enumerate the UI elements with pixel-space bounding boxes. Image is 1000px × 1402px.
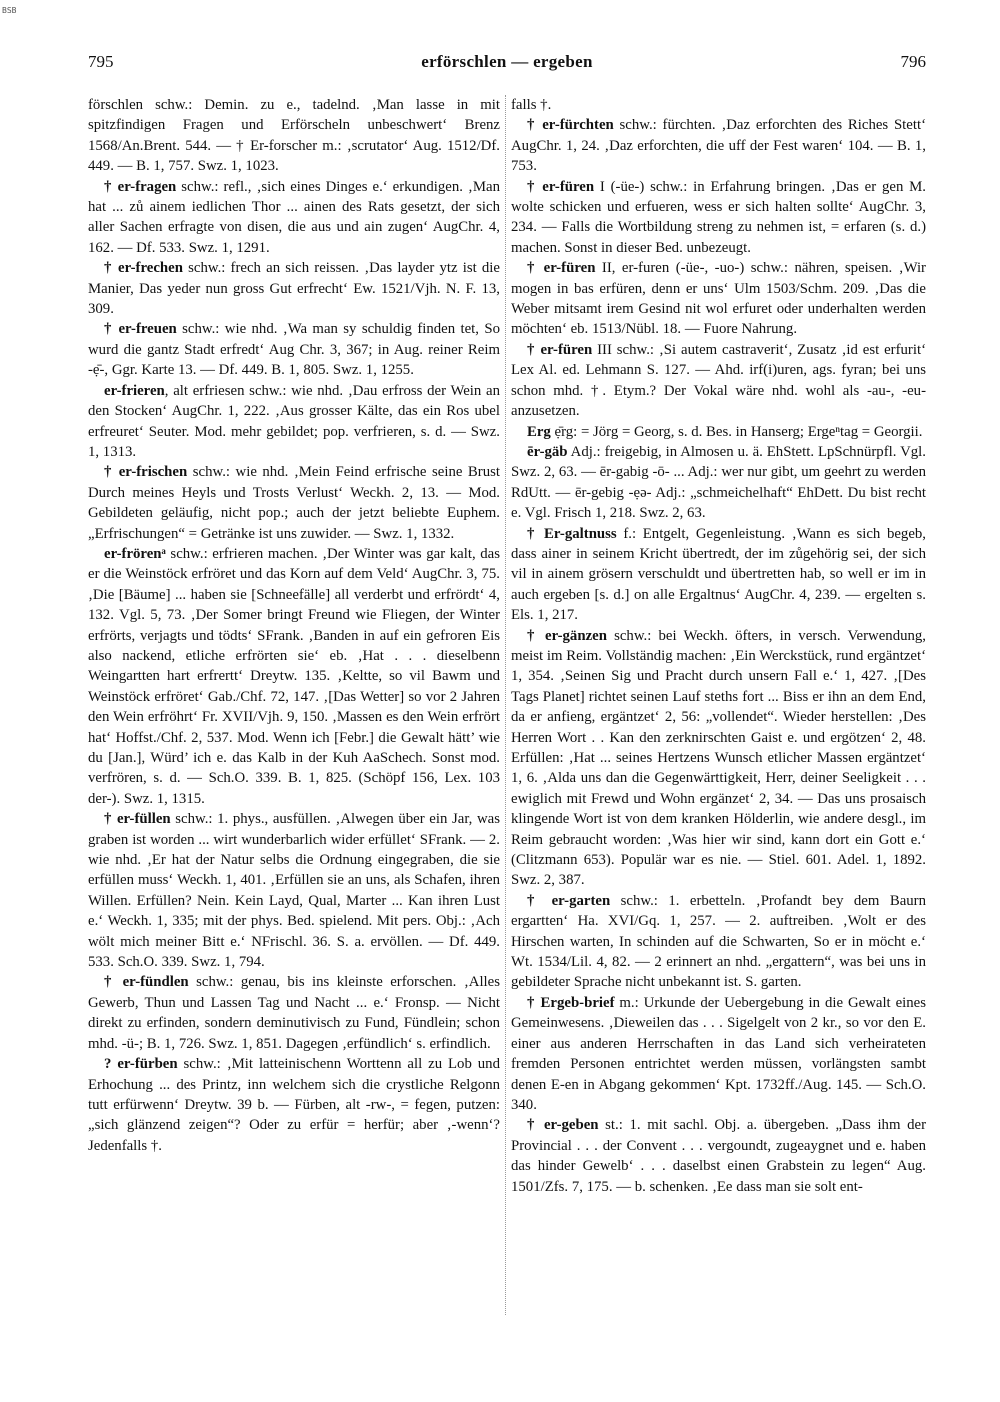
entry-headword: † er-füllen [104, 811, 171, 828]
entry-text: schw.: genau, bis ins kleinste erforschen. ‚Alles Gewerb, Thun und Lassen Tag und Nacht ... e.‘ Fronsp. — Nicht direkt zu erfinden, sondern deminutivisch zu Fund, Fündlein; schon mhd. -ü-; B. 1, 726. Swz. 1, 851. Dagegen ‚erfündlich‘ s. erfindlich. [88, 974, 500, 1052]
entry-text: schw.: ‚Mit latteinischenn Worttenn all zu Lob und Erhochung ... des Printz, inn welchem sich die crystliche Relgonn tutt erfürwenn‘ Dreytw. 39 b. — Fürben, alt -rw-, = fegen, putzen: „sich glänzend zeigen“? Oder zu erfür = herfür; aber ‚-wenn‘? Jedenfalls †. [88, 1056, 500, 1154]
dictionary-entry [88, 809, 500, 972]
entry-text: schw.: refl., ‚sich eines Dinges e.‘ erkundigen. ‚Man hat ... zů ainem iedlichen Thor ... ainen des Rats gesetzt, der sich aller Sachen erfragte von disen, die aus und ain zugen‘ AugChr. 4, 162. — Df. 533. Swz. 1, 1291. [88, 178, 500, 256]
entry-text: schw.: fürchten. ‚Daz erforchten des Riches Stett‘ AugChr. 1, 24. ‚Daz erforchten, die uff der Fest waren‘ 104. — B. 1, 753. [511, 117, 926, 175]
entry-headword: † er-fürchten [527, 117, 614, 134]
entry-text: st.: 1. mit sachl. Obj. a. übergeben. „Dass ihm der Provincial . . . der Convent . . . vergoundt, zugeaygnet und e. haben das hinder Gewelb‘ . . . daselbst einen Grabstein zu legen“ Aug. 1501/Zfs. 7, 175. — b. schenken. ‚Ee dass man sie solt ent- [511, 1117, 926, 1195]
entry-headword: † Er-galtnuss [527, 525, 617, 542]
dictionary-entry [88, 319, 500, 380]
right-column [511, 95, 926, 1395]
entry-headword: † er-geben [527, 1117, 599, 1134]
page-number-right: 796 [900, 52, 926, 71]
entry-text: schw.: erfrieren machen. ‚Der Winter was gar kalt, das er die Weinstöck erfröret und das Korn auf dem Veld‘ AugChr. 3, 75. ‚Die [Bäume] ... haben sie [Schneefälle] all verderbt und erfrördt‘ 4, 132. Vgl. 5, 73. ‚Der Somer bringt Freund wie Fliegen, der Winter erfrörts, verjagts und tödts‘ SFrank. ‚Banden in auf ein gefroren Eis also nackend, etliche erfrörten sie‘ eb. ‚Hat . . . dieselbenn Weingartten hart erfrertt‘ Dreytw. 135. ‚Keltte, so vil Bawm und Weinstöck erfröret‘ Gab./Chf. 72, 147. ‚[Das Wetter] so vor 2 Jahren den Wein erfröhrt‘ Fr. XVII/Vjh. 9, 150. ‚Massen es den Wein erfrört hat‘ Hoffst./Chf. 2, 537. Mod. Wenn ich [Febr.] die Gewalt hätt’ wie du [Jan.], Würd’ ich e. das Kalb in der Kuh AaSchech. Sonst mod. verfrören, s. d. — Sch.O. 339. B. 1, 825. (Schöpf 156, Lex. 103 der-). Swz. 1, 1315. [88, 545, 500, 807]
entry-headword: er-frörenᵃ [104, 545, 166, 562]
entry-text: schw.: wie nhd. ‚Mein Feind erfrische seine Brust Durch meines Heyls und Trosts Verlust‘ Weckh. 2, 13. — Mod. Gebildeten geläufig, nicht pop.; auch der jetzt beliebte Euphem. „Erfrischungen“ = Getränke ist uns zuwider. — Swz. 1, 1332. [88, 464, 500, 542]
entry-text: schw.: 1. erbetteln. ‚Profandt bey dem Baurn ergartten‘ Ha. XVI/Gq. 1, 257. — 2. auftreiben. ‚Wolt er des Hirschen warten, In schinden auf die Schwarten, So er in möcht e.‘ Wt. 1534/Lil. 4, 82. — 2 erinnert an nhd. „ergattern“, was bei uns in gebildeter Sprache nicht unbekannt ist. S. garten. [511, 892, 926, 991]
page-number-left: 795 [88, 52, 114, 71]
entry-headword: † Ergeb-brief [527, 994, 615, 1011]
dictionary-entry [511, 1115, 926, 1197]
page-header [88, 52, 926, 76]
entry-headword: † er-fragen [104, 178, 177, 195]
dictionary-entry [88, 544, 500, 809]
entry-text: II, er-furen (-üe-, -uo-) schw.: nähren, speisen. ‚Wir mogen in bas erfüren, denn er uns‘ Ulm 1503/Schm. 209. ‚Das die Weber mitsamt irem Gesind nit wol erfuret oder underhalten werden möchten‘ eb. 1513/Nübl. 18. — Fuore Nahrung. [511, 260, 926, 338]
left-column [88, 95, 500, 1395]
dictionary-entry [88, 95, 500, 177]
dictionary-entry [511, 422, 926, 442]
dictionary-entry [88, 972, 500, 1054]
dictionary-entry [88, 462, 500, 544]
entry-text: schw.: bei Weckh. öfters, in versch. Verwendung, meist im Reim. Vollständig machen: ‚Ein Werckstück, rund ergäntzet‘ 1, 354. ‚Seinen Sig und Pracht durch unsern Fall e.‘ 1, 427. ‚[Des Tags Planet] richtet seinen Lauf steths fort ... Biss er ihn an dem End, da er anfieng, ergäntzet‘ 2, 56: „vollendet“. Wieder herstellen: ‚Des Herren Wort . . Kan den zerknirschten Gaist e. und ergötzen‘ 2, 48. Erfüllen: ‚Hat ... seines Hertzens Wunsch etlicher Massen ergäntzet‘ 1, 6. ‚Alda uns dan die Gegenwärttigkeit, Herr, deiner Seeligkeit . . . ewiglich mit Frewd und Wohn ergänzet‘ 2, 34. — Das uns prosaisch klingende Wort ist von dem kranken Hölderlin, wie andere desgl., im Reim gebraucht worden: ‚Was hier wir sind, kann dort ein Gott e.‘ (Clitzmann 653). Populär war es nie. — Stiel. 601. Adel. 1, 1892. Swz. 2, 387. [511, 627, 926, 889]
entry-text: III schw.: ‚Si autem castraverit‘, Zusatz ‚id est erfurit‘ Lex Al. ed. Lehmann S. 127. — Ahd. irf(i)uren, ags. fyran; bei uns schon mhd. †. Etym.? Der Vokal wäre nhd. wohl als -au-, -eu- anzusetzen. [511, 341, 926, 420]
dictionary-entry [511, 891, 926, 993]
entry-text: I (-üe-) schw.: in Erfahrung bringen. ‚Das er gen M. wolte schicken und erfueren, wess er sich halten sollte‘ AugChr. 3, 234. — Falls die Wortbildung streng zu nehmen ist, = erfaren (s. d.) machen. Sonst in dieser Bed. unbezeugt. [511, 178, 926, 256]
entry-text: Adj.: freigebig, in Almosen u. ä. EhStett. LpSchnürpfl. Vgl. Swz. 2, 63. — ēr-gabig -ō- ... Adj.: wer nur gibt, um geehrt zu werden RdUtt. — ēr-gebig -ẹə- Adj.: „schmeichelhaft“ EhDett. Du bist recht e. Vgl. Frisch 1, 218. Swz. 2, 63. [511, 443, 926, 522]
dictionary-entry [511, 626, 926, 891]
entry-text: m.: Urkunde der Uebergebung in die Gewalt eines Gemeinwesens. ‚Dieweilen das . . . Sigelgelt von 2 kr., so vor den E. einer aus anderen Herrschaften in das Land sich verheirateten fremden Personen entrichtet werden müssen, vorlängsten sambt denen E-en in Abgang gekommen‘ Kpt. 1732ff./Aug. 145. — Sch.O. 340. [511, 994, 926, 1113]
dictionary-entry [88, 381, 500, 463]
dictionary-entry [511, 95, 926, 115]
entry-headword: † er-garten [527, 892, 611, 909]
dictionary-entry [88, 177, 500, 259]
dictionary-entry [511, 993, 926, 1115]
entry-headword: † er-freuen [104, 321, 177, 338]
dictionary-entry [511, 177, 926, 259]
column-divider [505, 95, 506, 1315]
entry-text: schw.: 1. phys., ausfüllen. ‚Alwegen über ein Jar, was graben ist worden ... wirt wunderbarlich wider erfüllet‘ SFrank. — 2. wie nhd. ‚Er hat der Natur selbs die Ordnung eingegraben, die sie erfüllen muss‘ Weckh. 1, 401. ‚Erfüllen sie an uns, als Schafen, ihren Willen. Erfüllen? Nein. Kein Layd, Qual, Marter ... Kan ihren Lust e.‘ Weckh. 1, 335; mit der phys. Bed. spielend. Mit pers. Obj.: ‚Ach wölt mich meiner Bitt e.‘ NFrischl. 36. S. a. ervöllen. — Df. 449. 533. Sch.O. 339. Swz. 1, 794. [88, 811, 500, 971]
entry-headword: † er-gänzen [527, 627, 607, 644]
entry-text: förschlen schw.: Demin. zu e., tadelnd. ‚Man lasse in mit spitzfindigen Fragen und Erförscheln unbeschwert‘ Brenz 1568/An.Brent. 544. — † Er-forscher m.: ‚scrutator‘ Aug. 1512/Df. 449. — B. 1, 757. Swz. 1, 1023. [88, 97, 500, 175]
entry-text: falls †. [511, 97, 552, 113]
entry-text: schw.: frech an sich reissen. ‚Das layder ytz ist die Manier, Das yeder nun gross Gut erfrecht‘ Ew. 1521/Vjh. N. F. 13, 309. [88, 260, 500, 318]
dictionary-entry [511, 115, 926, 176]
entry-text: , alt erfriesen schw.: wie nhd. ‚Dau erfross der Wein an den Stocken‘ AugChr. 1, 222. ‚Aus grosser Kälte, das ein Ros ubel erfreuret‘ Seuter. Mod. mehr gebildet; pop. verfrieren, s. d. — Swz. 1, 1313. [88, 382, 500, 460]
running-headword: erförschlen — ergeben [421, 52, 593, 71]
dictionary-entry [511, 442, 926, 524]
dictionary-entry [511, 524, 926, 626]
dictionary-entry [88, 258, 500, 319]
entry-headword: † er-frischen [104, 464, 188, 481]
entry-headword: † er-füren [527, 260, 596, 277]
library-stamp: BSB [2, 6, 17, 15]
dictionary-entry [88, 1054, 500, 1156]
entry-text: f.: Entgelt, Gegenleistung. ‚Wann es sich begeb, dass ainer in seinem Kricht übertredt, der im zůgehörig sei, der sich vil in ainem grösern verschuldt und übertretten hab, so well er im in auch ergeben [s. d.] on alle Ergaltnus‘ AugChr. 4, 239. — ergelten s. Els. 1, 217. [511, 525, 926, 624]
dictionary-entry [511, 258, 926, 340]
entry-text: ẹ̄rg: = Jörg = Georg, s. d. Bes. in Hanserg; Ergeⁿtag = Georgii. [550, 423, 923, 440]
entry-headword: † er-fündlen [104, 974, 189, 991]
dictionary-entry [511, 340, 926, 422]
entry-headword: Erg [527, 423, 551, 440]
entry-headword: er-frieren [104, 382, 165, 399]
entry-text: schw.: wie nhd. ‚Wa man sy schuldig finden tet, So wurd die gantz Stadt erfredt‘ Aug Chr. 3, 367; in Aug. reiner Reim -ẹ̄-, Ggr. Karte 13. — Df. 449. B. 1, 805. Swz. 1, 1255. [88, 321, 500, 379]
entry-headword: † er-frechen [104, 260, 183, 277]
entry-headword: ēr-gäb [527, 443, 568, 460]
entry-headword: † er-füren [527, 178, 595, 195]
entry-headword: † er-füren [527, 341, 593, 358]
entry-headword: ? er-fürben [104, 1056, 178, 1073]
